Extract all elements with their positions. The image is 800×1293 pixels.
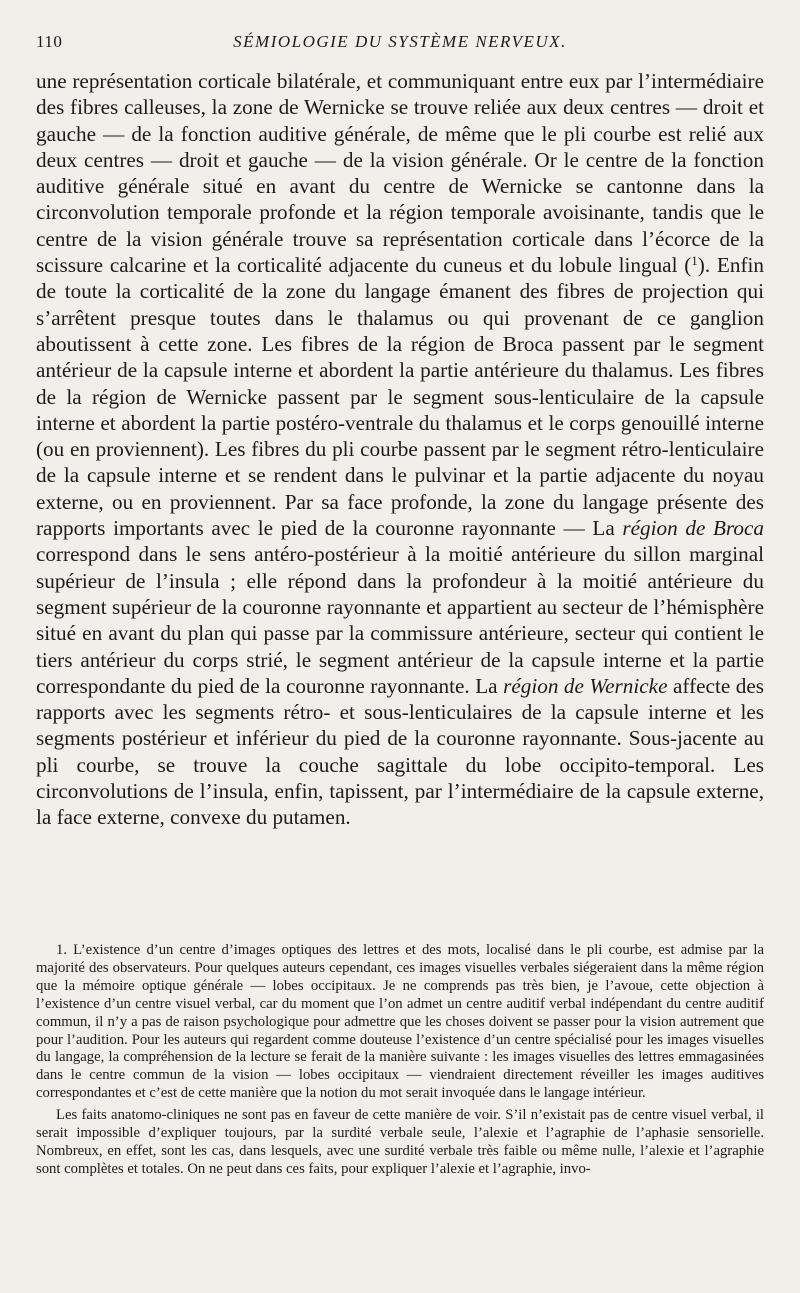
italic-term-broca: région de Broca: [622, 516, 764, 541]
footnote-reference[interactable]: 1: [691, 253, 698, 269]
main-text: [36, 68, 764, 831]
footnote-1: 1. L’existence d’un centre d’images optiques des lettres et des mots, localisé dans le pli courbe, est admise par la majorité des observateurs. Pour quelques auteurs cependant, ces images visuelles verbales siégeraient dans la même région que la mémoire optique générale — lobes occipitaux. Je ne comprends pas très bien, je l’avoue, cette objection à l’existence d’un centre visuel verbal, car du moment que l’on admet un centre auditif verbal indépendant du centre auditif commun, il n’y a pas de raison psychologique pour admettre que les choses doivent se passer pour la vision autrement que pour l’audition. Pour les auteurs qui regardent comme douteuse l’existence d’un centre spécialisé pour les images visuelles du langage, la compréhension de la lecture se ferait de la manière suivante : les images visuelles des lettres emmagasinées dans le centre commun de la vision — lobes occipitaux — viendraient directement réveiller les images auditives correspondantes et c’est de cette manière que la notion du mot serait invoquée dans le langage intérieur.: [36, 942, 764, 1102]
italic-term-wernicke: région de Wernicke: [503, 673, 668, 698]
text-segment-4: affecte des rapports avec les segments rétro- et sous-lenticulaires de la capsule interne et les segments postérieur et inférieur du pied de la couronne rayonnante. Sous-jacente au pli courbe, se trouve la couche sagittale du lobe occipito-temporal. Les circonvolutions de l’insula, enfin, tapissent, par l’intermédiaire de la capsule externe, la face externe, convexe du putamen.: [36, 673, 764, 830]
text-segment-3: correspond dans le sens antéro-postérieur à la moitié antérieure du sillon marginal supérieur de l’insula ; elle répond dans la profondeur à la moitié antérieure du segment supérieur de la couronne rayonnante et appartient au secteur de l’hémisphère situé en avant du plan qui passe par la commissure antérieure, secteur qui contient le tiers antérieur du corps strié, le segment antérieur de la capsule interne et la partie correspondante du pied de la couronne rayonnante. La: [36, 542, 764, 698]
text-segment-2: ). Enfin de toute la corticalité de la zone du langage émanent des fibres de projection qui s’arrêtent presque toutes dans le thalamus ou qui provenant de ce ganglion aboutissent à cette zone. Les fibres de la région de Broca passent par le segment antérieur de la capsule interne et abordent la partie antérieure du thalamus. Les fibres de la région de Wernicke passent par le segment sous-lenticulaire de la capsule interne et abordent la partie postéro-ventrale du thalamus et le corps genouillé interne (ou en proviennent). Les fibres du pli courbe passent par le segment rétro-lenticulaire de la capsule interne et se rendent dans le pulvinar et la partie adjacente du noyau externe, ou en proviennent. Par sa face profonde, la zone du langage présente des rapports importants avec le pied de la couronne rayonnante — La: [36, 253, 764, 541]
footnote-1-continuation: Les faits anatomo-cliniques ne sont pas en faveur de cette manière de voir. S’il n’existait pas de centre visuel verbal, il serait impossible d’expliquer toujours, par la surdité verbale seule, l’alexie et l’agraphie de l’aphasie sensorielle. Nombreux, en effet, sont les cas, dans lesquels, avec une surdité verbale très faible ou même nulle, l’alexie et l’agraphie sont complètes et totales. On ne peut dans ces faits, pour expliquer l’alexie et l’agraphie, invo-: [36, 1107, 764, 1177]
text-segment-1: une représentation corticale bilatérale, et communiquant entre eux par l’intermédiaire des fibres calleuses, la zone de Wernicke se trouve reliée aux deux centres — droit et gauche — de la fonction auditive générale, de même que le pli courbe est relié aux deux centres — droit et gauche — de la vision générale. Or le centre de la fonction auditive générale situé en avant du centre de Wernicke se cantonne dans la circonvolution temporale profonde et la région temporale avoisinante, tandis que le centre de la vision générale trouve sa représentation corticale dans l’écorce de la scissure calcarine et la corticalité adjacente du cuneus et du lobule lingual (: [36, 69, 764, 278]
footnotes: [36, 942, 764, 1183]
page-number: 110: [36, 32, 63, 51]
running-title: SÉMIOLOGIE DU SYSTÈME NERVEUX.: [233, 32, 567, 51]
page-header: [36, 32, 764, 56]
